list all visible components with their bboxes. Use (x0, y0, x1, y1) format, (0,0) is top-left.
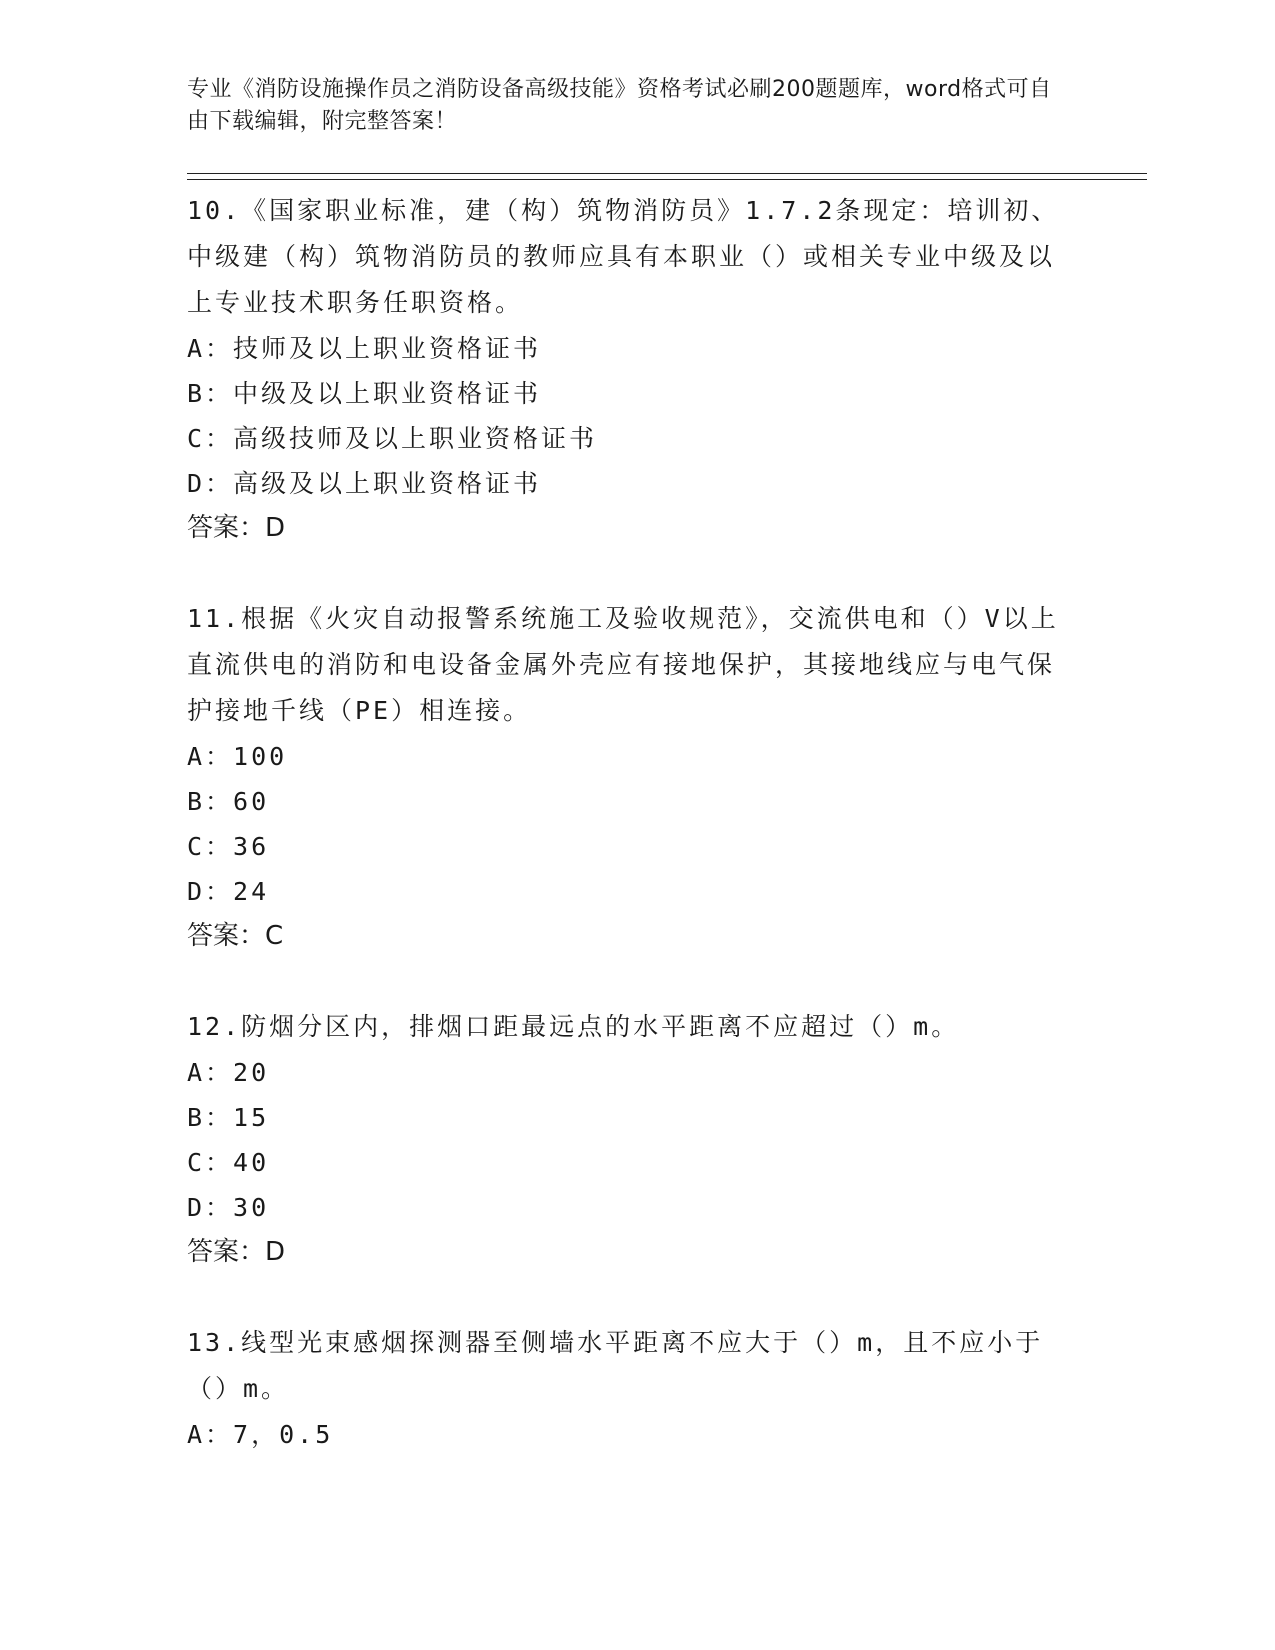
question-11 (187, 596, 1067, 958)
option-a: A：7，0.5 (187, 1420, 334, 1449)
header-divider-bottom (187, 179, 1147, 180)
header-divider-top (187, 173, 1147, 174)
answer: 答案：C (187, 921, 284, 951)
option-b: B：中级及以上职业资格证书 (187, 379, 542, 408)
question-text: 11.根据《火灾自动报警系统施工及验收规范》，交流供电和（）V以上直流供电的消防和电设备金属外壳应有接地保护，其接地线应与电气保护接地千线（PE）相连接。 (187, 604, 1059, 725)
question-text: 13.线型光束感烟探测器至侧墙水平距离不应大于（）m，且不应小于（）m。 (187, 1328, 1044, 1403)
option-a: A：技师及以上职业资格证书 (187, 334, 542, 363)
document-header: 专业《消防设施操作员之消防设备高级技能》资格考试必刷200题题库，word格式可自由下载编辑，附完整答案！ (187, 77, 1052, 134)
option-d: D：30 (187, 1193, 270, 1222)
question-13 (187, 1320, 1067, 1457)
option-d: D：高级及以上职业资格证书 (187, 469, 542, 498)
option-c: C：高级技师及以上职业资格证书 (187, 424, 598, 453)
question-text: 12.防烟分区内，排烟口距最远点的水平距离不应超过（）m。 (187, 1012, 960, 1041)
question-text: 10.《国家职业标准，建（构）筑物消防员》1.7.2条现定：培训初、中级建（构）筑物消防员的教师应具有本职业（）或相关专业中级及以上专业技术职务任职资格。 (187, 196, 1060, 317)
option-c: C：36 (187, 832, 270, 861)
option-a: A：20 (187, 1058, 270, 1087)
question-list (187, 188, 1067, 1503)
answer: 答案：D (187, 1237, 286, 1267)
option-a: A：100 (187, 742, 288, 771)
option-b: B：15 (187, 1103, 270, 1132)
option-c: C：40 (187, 1148, 270, 1177)
option-d: D：24 (187, 877, 270, 906)
option-b: B：60 (187, 787, 270, 816)
answer: 答案：D (187, 513, 286, 543)
question-10 (187, 188, 1067, 550)
question-12 (187, 1004, 1067, 1274)
